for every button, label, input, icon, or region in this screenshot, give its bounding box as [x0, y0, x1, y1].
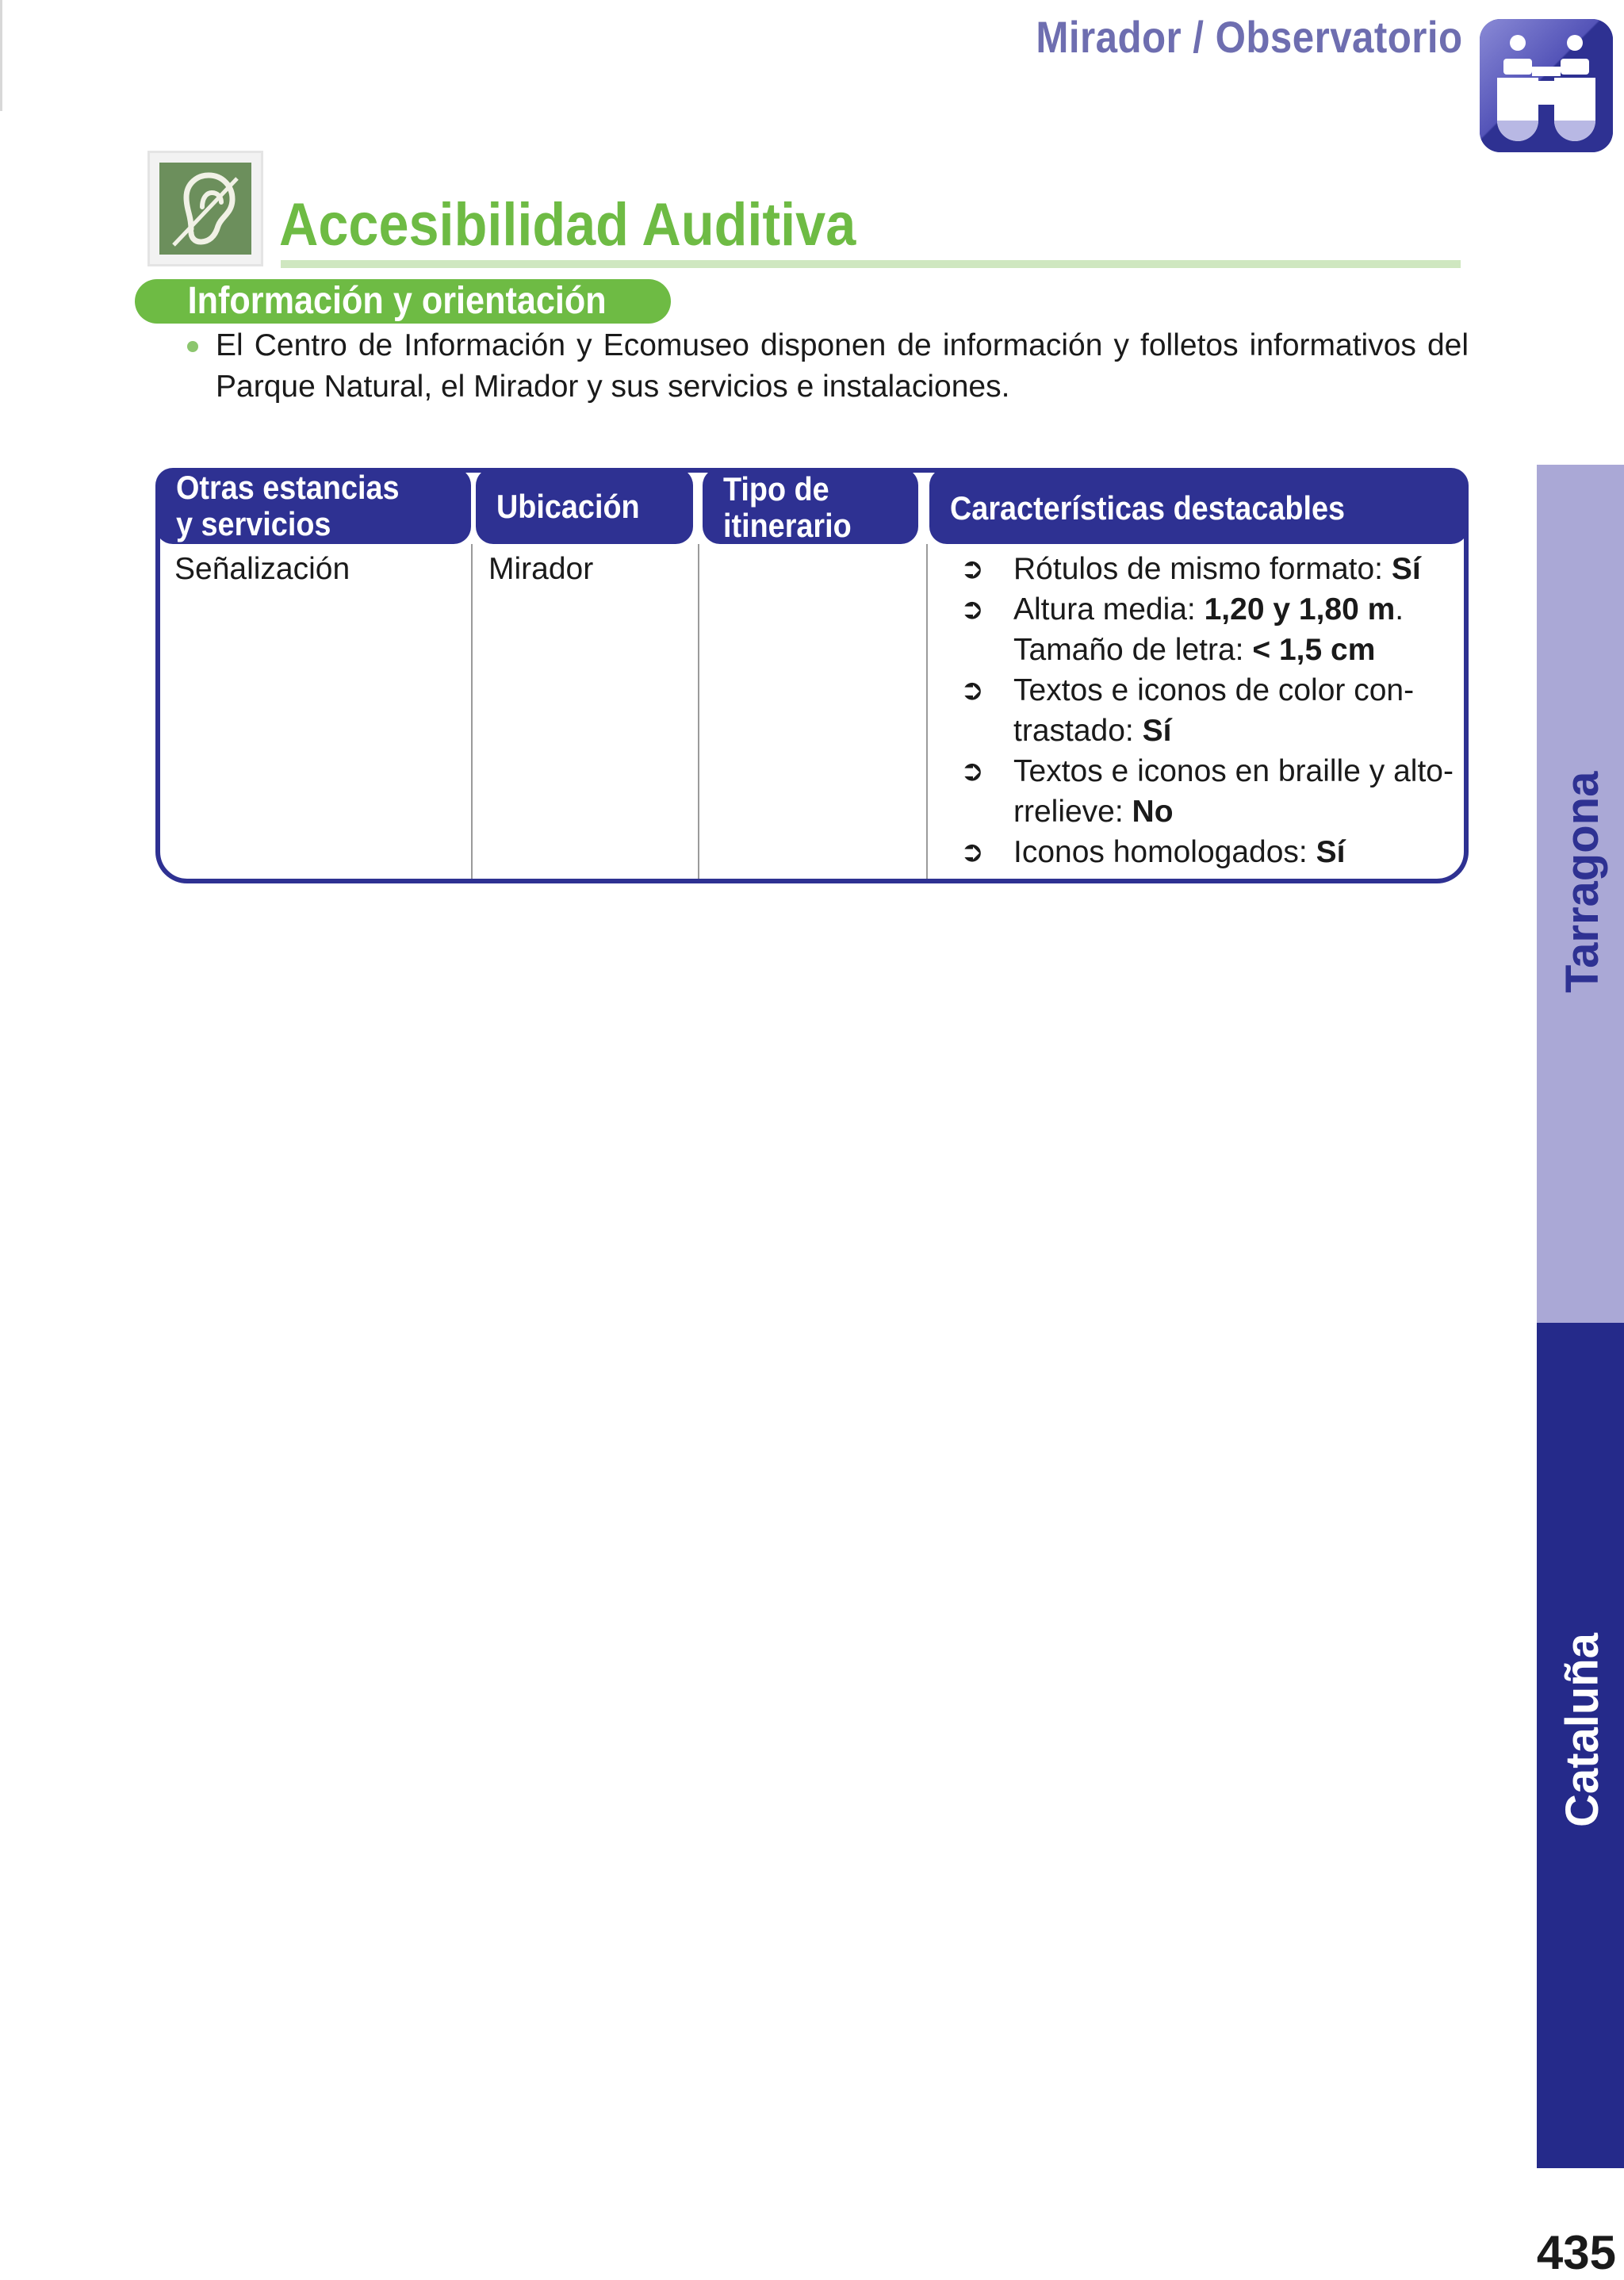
- column-divider: [471, 544, 473, 879]
- feature-item: ➲ Rótulos de mismo formato: Sí: [948, 549, 1456, 589]
- column-divider: [698, 544, 699, 879]
- arrow-bullet-icon: ➲: [959, 674, 985, 707]
- cell-estancia: Señalización: [174, 552, 350, 586]
- feature-item: ➲ Textos e iconos en braille y alto-rrelieve: No: [948, 751, 1456, 832]
- feature-item: Tamaño de letra: < 1,5 cm: [1013, 633, 1376, 667]
- feature-item: ➲ Altura media: 1,20 y 1,80 m.: [948, 589, 1456, 630]
- arrow-bullet-icon: ➲: [959, 755, 985, 787]
- cell-ubicacion: Mirador: [488, 552, 594, 586]
- page-number: 435: [1536, 2226, 1616, 2279]
- header-caracteristicas: Características destacables: [929, 468, 1469, 544]
- arrow-bullet-icon: ➲: [959, 593, 985, 626]
- side-tab-province-label: Tarragona: [1557, 771, 1608, 993]
- binoculars-icon: [1480, 19, 1613, 152]
- column-divider: [926, 544, 928, 879]
- ear-icon: [147, 151, 263, 266]
- page-edge-line: [0, 0, 2, 111]
- arrow-bullet-icon: ➲: [959, 836, 985, 868]
- header-ubicacion: Ubicación: [476, 468, 693, 544]
- side-tab-region-label: Cataluña: [1557, 1633, 1608, 1827]
- section-title: Accesibilidad Auditiva: [279, 191, 856, 259]
- category-label: Mirador / Observatorio: [1036, 12, 1463, 62]
- feature-item: ➲ Iconos homologados: Sí: [948, 832, 1456, 872]
- header-tipo-itinerario: Tipo de itinerario: [703, 468, 918, 544]
- intro-text: El Centro de Información y Ecomuseo disponen de información y folletos informativos del Parque Natural, el Mirador y sus servicios e instalaciones.: [216, 328, 1469, 404]
- feature-list: [948, 549, 1456, 872]
- bullet-dot-icon: [187, 341, 198, 352]
- title-underline: [281, 260, 1461, 268]
- subsection-heading: Información y orientación: [135, 279, 671, 324]
- feature-item: ➲ Textos e iconos de color con-trastado: Sí: [948, 670, 1456, 751]
- arrow-bullet-icon: ➲: [959, 553, 985, 585]
- header-otras-estancias: Otras estancias y servicios: [155, 468, 471, 544]
- intro-bullet: [187, 325, 1469, 408]
- services-table: [155, 468, 1469, 883]
